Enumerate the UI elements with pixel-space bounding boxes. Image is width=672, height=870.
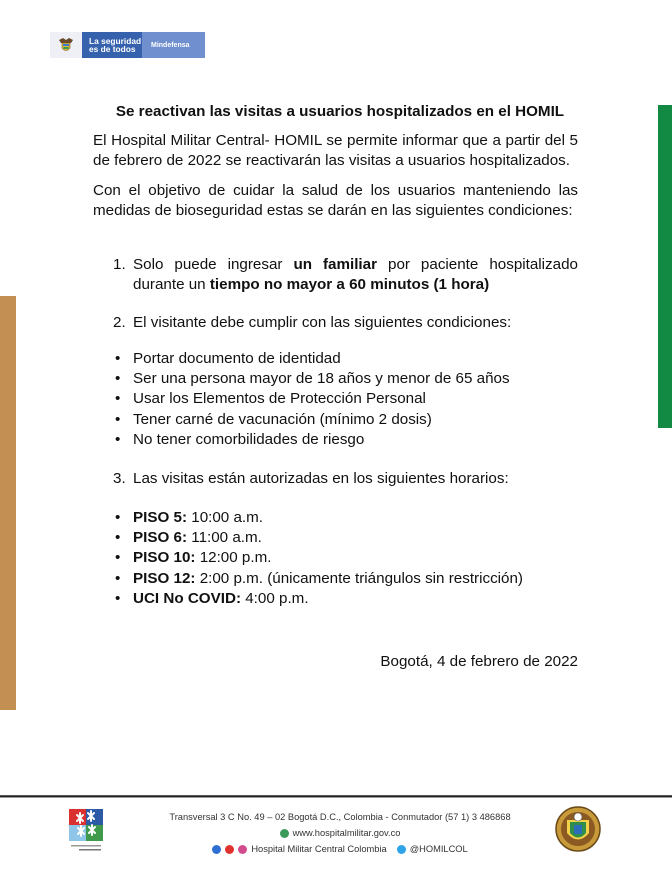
condition-item: • Ser una persona mayor de 18 años y menor de 65 años: [115, 369, 510, 389]
schedule-floor: PISO 6:: [133, 529, 188, 547]
slogan-block: [82, 32, 142, 58]
item-number: 2.: [113, 314, 126, 331]
document-title: Se reactivan las visitas a usuarios hospitalizados en el HOMIL: [115, 103, 565, 120]
footer-address: Transversal 3 C No. 49 – 02 Bogotá D.C., Colombia - Conmutador (57 1) 3 486868: [169, 812, 511, 822]
schedule-item: [115, 528, 523, 548]
intro-paragraph: El Hospital Militar Central- HOMIL se permite informar que a partir del 5 de febrero de 2022 se reactivarán las visitas a usuarios hospitalizados.: [93, 132, 578, 169]
green-side-bar: [658, 105, 672, 428]
globe-icon: [280, 829, 289, 838]
schedule-floor: PISO 5:: [133, 509, 188, 526]
schedule-time: 4:00 p.m.: [241, 589, 309, 607]
grupo-social-logo: [69, 809, 103, 855]
schedule-item: [115, 569, 523, 589]
date-signature: Bogotá, 4 de febrero de 2022: [380, 653, 578, 670]
numbered-item-3: [113, 469, 578, 489]
facebook-icon[interactable]: [212, 845, 221, 854]
footer-social-row: [160, 841, 520, 857]
item-text-bold: un familiar: [293, 256, 378, 273]
item-text: El visitante debe cumplir con las siguientes condiciones:: [133, 314, 512, 331]
footer-contact: [160, 809, 520, 857]
footer-divider: [0, 795, 672, 798]
schedule-floor: UCI No COVID:: [133, 589, 241, 607]
conditions-list: [115, 349, 510, 450]
schedule-item: [115, 589, 523, 609]
numbered-item-2: [113, 313, 578, 333]
slogan-line-1: La seguridad: [89, 35, 142, 46]
item-text: [133, 255, 578, 295]
ministry-label: Mindefensa: [142, 32, 205, 58]
hospital-militar-seal: [555, 806, 601, 852]
item-text-part: Solo puede ingresar: [133, 256, 294, 273]
footer-social-name: Hospital Militar Central Colombia: [251, 844, 387, 854]
item-text-part: por paciente hospitalizado durante un: [133, 256, 578, 293]
schedule-time: 2:00 p.m. (únicamente triángulos sin restricción): [195, 569, 523, 587]
schedule-floor: PISO 10:: [133, 549, 196, 567]
footer-website-row: [160, 825, 520, 841]
instagram-icon[interactable]: [238, 845, 247, 854]
footer-website-link[interactable]: www.hospitalmilitar.gov.co: [292, 828, 401, 838]
twitter-icon[interactable]: [397, 845, 406, 854]
condition-item: • Portar documento de identidad: [115, 349, 510, 369]
schedule-time: 12:00 p.m.: [195, 549, 272, 567]
tan-side-bar: [0, 296, 16, 710]
conditions-intro-paragraph: Con el objetivo de cuidar la salud de los usuarios manteniendo las medidas de bioseguridad estas se darán en las siguientes condiciones:: [93, 182, 578, 219]
item-text-bold: tiempo no mayor a 60 minutos (1 hora): [209, 276, 490, 293]
schedule-item: [115, 548, 523, 568]
condition-item: • No tener comorbilidades de riesgo: [115, 430, 510, 450]
footer-twitter-handle[interactable]: @HOMILCOL: [409, 844, 468, 854]
numbered-item-1: [113, 255, 578, 295]
schedule-list: [115, 508, 523, 609]
schedule-time: 10:00 a.m.: [187, 509, 264, 526]
slogan-line-2: es de todos: [89, 44, 136, 54]
item-number: 3.: [113, 470, 126, 487]
item-number: 1.: [113, 256, 126, 273]
schedule-item: [115, 508, 523, 528]
schedule-floor: PISO 12:: [133, 569, 196, 587]
item-text: Las visitas están autorizadas en los siguientes horarios:: [133, 470, 509, 487]
government-logo: [50, 32, 205, 58]
youtube-icon[interactable]: [225, 845, 234, 854]
schedule-time: 11:00 a.m.: [187, 529, 262, 547]
coat-of-arms-icon: [50, 32, 82, 58]
condition-item: • Tener carné de vacunación (mínimo 2 dosis): [115, 410, 510, 430]
condition-item: • Usar los Elementos de Protección Personal: [115, 389, 510, 409]
